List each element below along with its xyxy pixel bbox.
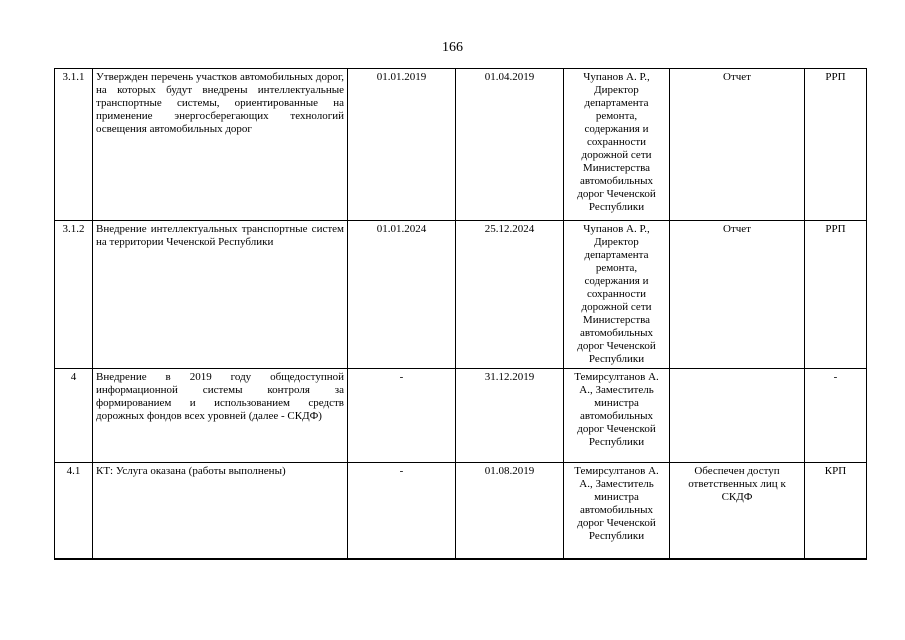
table-row <box>55 69 867 221</box>
row-number: 4 <box>55 369 93 463</box>
table-row <box>55 221 867 369</box>
row-end-date: 25.12.2024 <box>456 221 564 369</box>
row-description: Внедрение в 2019 году общедоступной информационной системы контроля за формированием и использованием средств дорожных фондов всех уровней (далее - СКДФ) <box>93 369 348 463</box>
row-start-date: 01.01.2024 <box>348 221 456 369</box>
row-number: 3.1.2 <box>55 221 93 369</box>
page-number: 166 <box>442 40 463 55</box>
row-level: - <box>805 369 867 463</box>
row-description: Внедрение интеллектуальных транспортные систем на территории Чеченской Республики <box>93 221 348 369</box>
row-result: Обеспечен доступ ответственных лиц к СКДФ <box>670 463 805 559</box>
row-result: Отчет <box>670 69 805 221</box>
row-description: КТ: Услуга оказана (работы выполнены) <box>93 463 348 559</box>
row-description: Утвержден перечень участков автомобильных дорог, на которых будут внедрены интеллектуальные транспортные системы, ориентированные на применение энергосберегающих технологий освещения автомобильных дорог <box>93 69 348 221</box>
row-end-date: 31.12.2019 <box>456 369 564 463</box>
row-start-date: - <box>348 369 456 463</box>
row-responsible: Темирсултанов А. А., Заместитель министра автомобильных дорог Чеченской Республики <box>564 463 670 559</box>
row-level: КРП <box>805 463 867 559</box>
row-responsible: Чупанов А. Р., Директор департамента ремонта, содержания и сохранности дорожной сети Министерства автомобильных дорог Чеченской Республики <box>564 221 670 369</box>
row-level: РРП <box>805 221 867 369</box>
row-level: РРП <box>805 69 867 221</box>
table-row <box>55 369 867 463</box>
row-result <box>670 369 805 463</box>
row-start-date: 01.01.2019 <box>348 69 456 221</box>
row-responsible: Темирсултанов А. А., Заместитель министра автомобильных дорог Чеченской Республики <box>564 369 670 463</box>
table-row <box>55 463 867 559</box>
row-number: 4.1 <box>55 463 93 559</box>
row-responsible: Чупанов А. Р., Директор департамента ремонта, содержания и сохранности дорожной сети Министерства автомобильных дорог Чеченской Республики <box>564 69 670 221</box>
row-result: Отчет <box>670 221 805 369</box>
row-start-date: - <box>348 463 456 559</box>
row-end-date: 01.08.2019 <box>456 463 564 559</box>
row-end-date: 01.04.2019 <box>456 69 564 221</box>
plan-table <box>54 68 867 560</box>
row-number: 3.1.1 <box>55 69 93 221</box>
